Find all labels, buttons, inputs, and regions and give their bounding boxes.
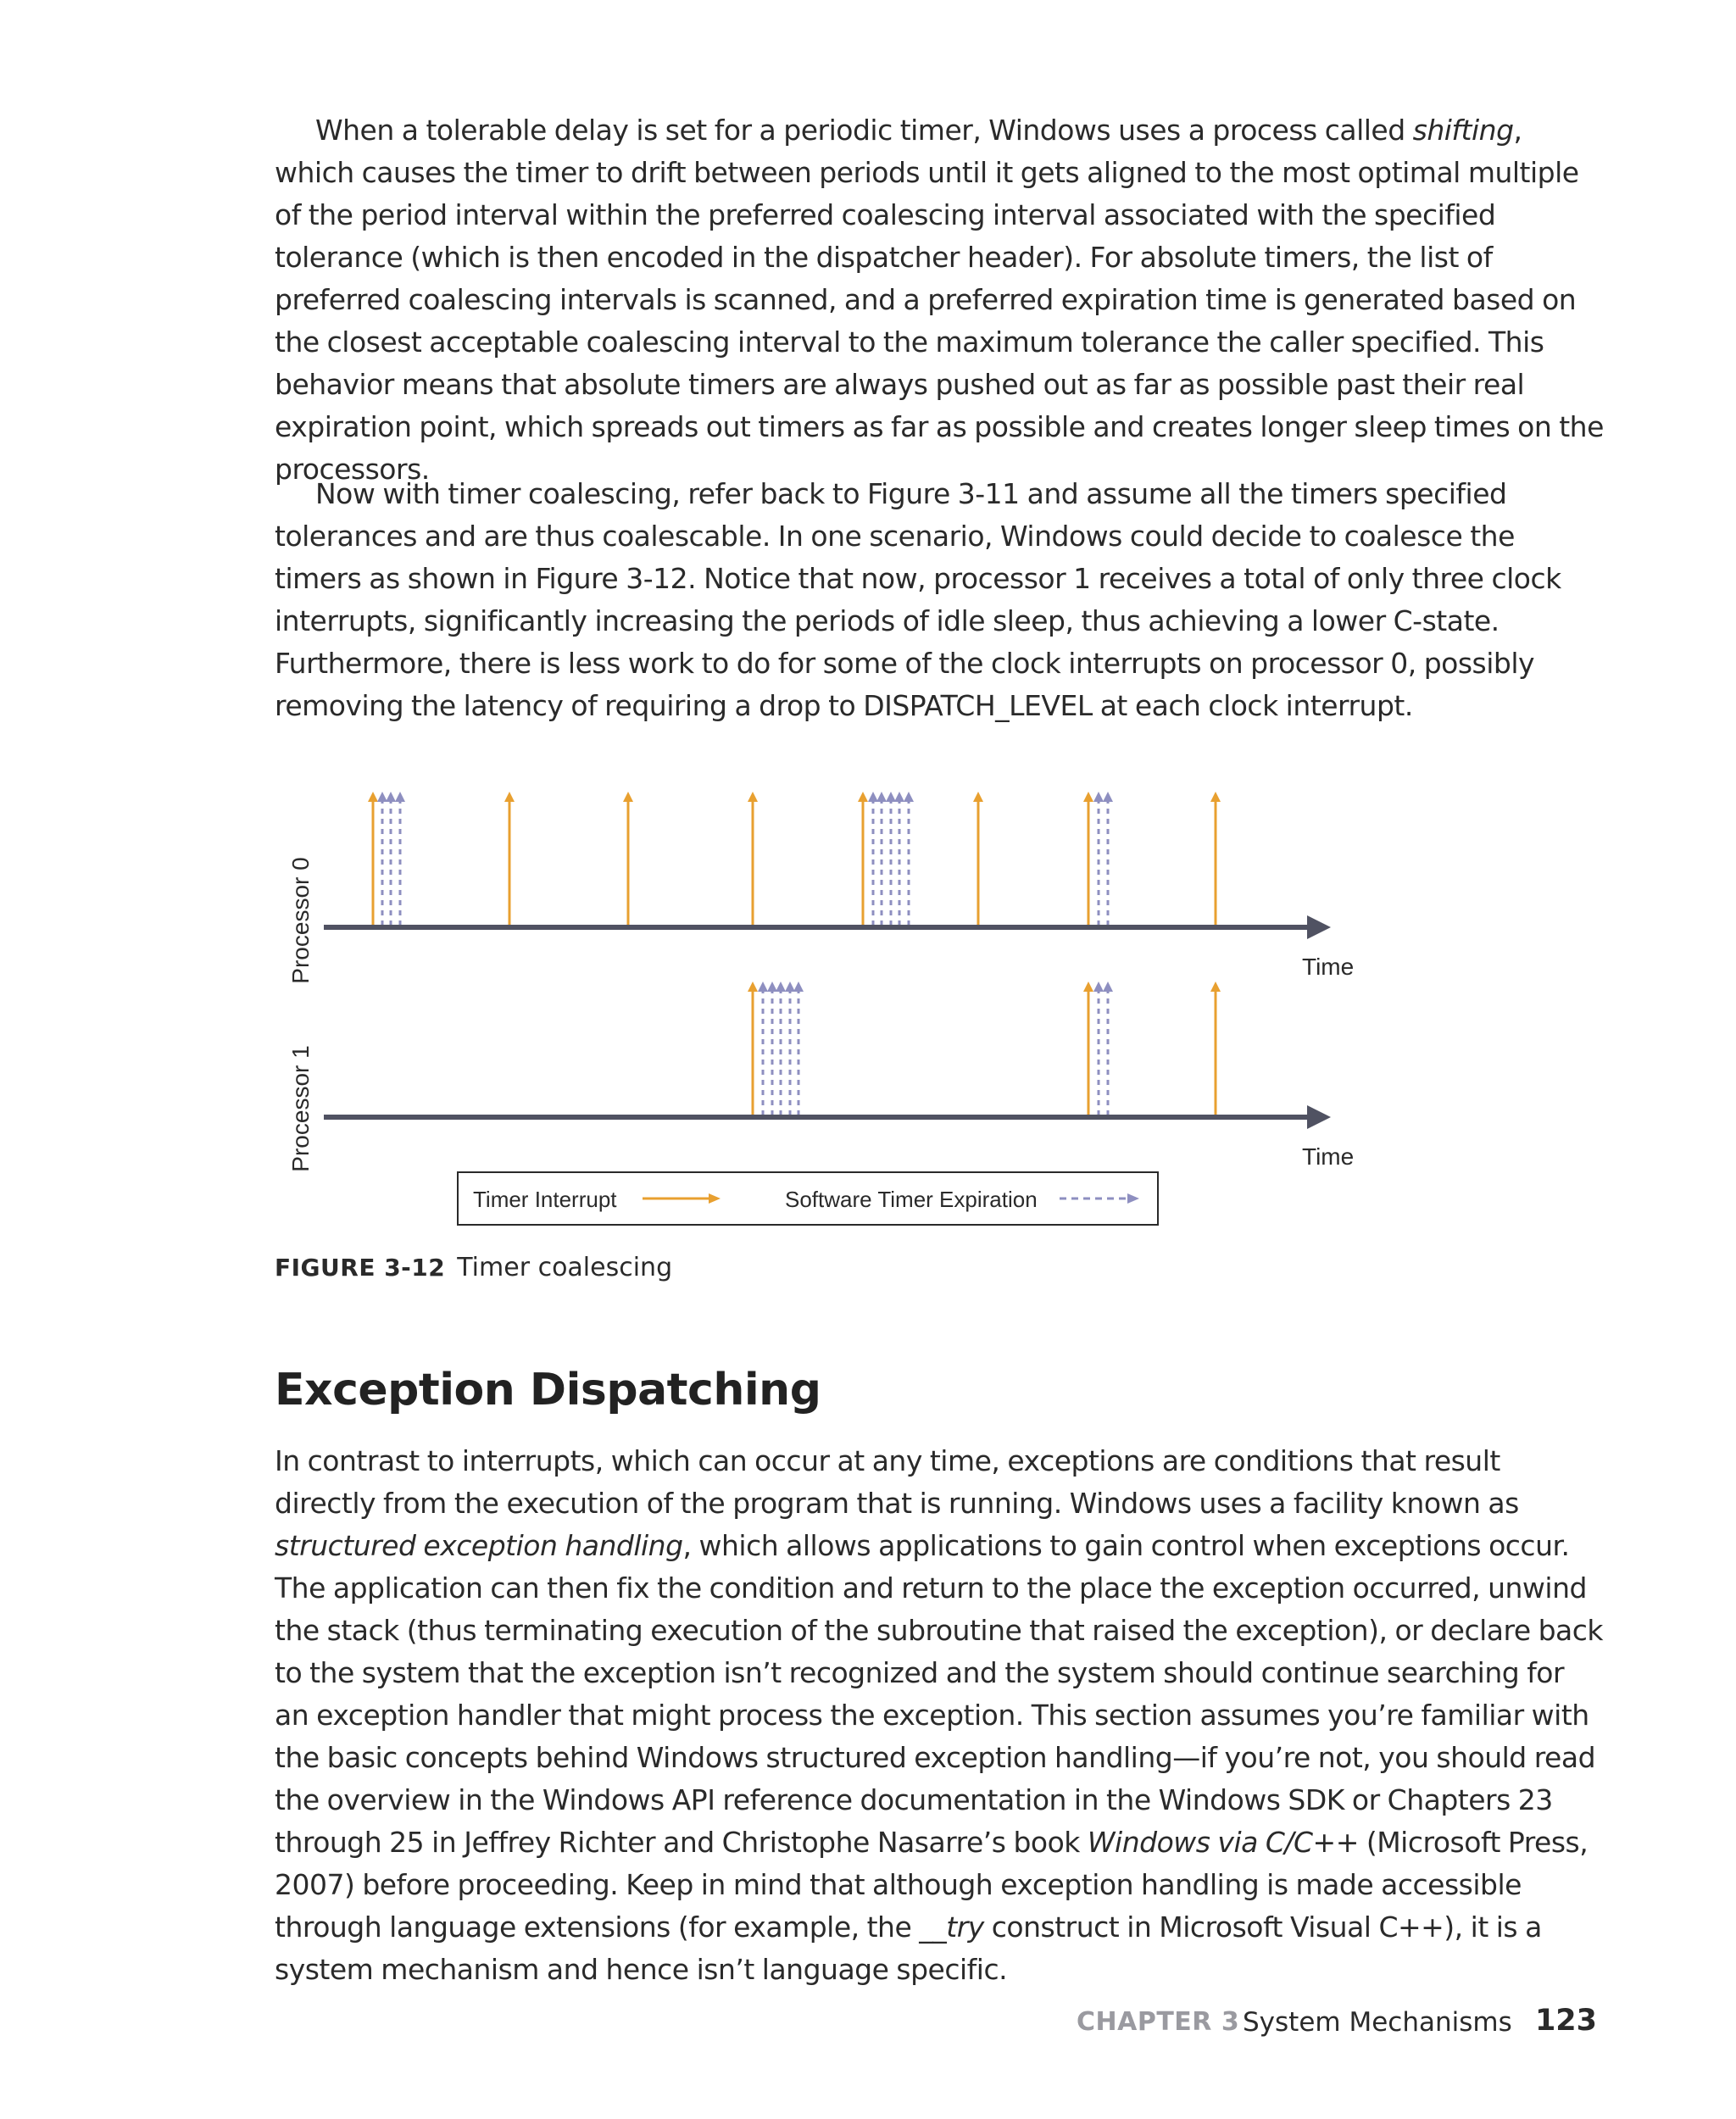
p1-timer-interrupt-head	[748, 982, 758, 992]
p0-timer-interrupt-head	[858, 792, 868, 802]
term-try: __try	[919, 1910, 984, 1944]
paragraph-exception	[275, 1440, 1605, 1991]
legend-software-expiration: Software Timer Expiration	[785, 1187, 1038, 1212]
p1-software-expiration-head	[767, 982, 777, 992]
figure-legend	[458, 1172, 1158, 1225]
p0-software-expiration-head	[868, 792, 878, 802]
p1-software-expiration-head	[793, 982, 804, 992]
paragraph-coalescing	[275, 473, 1605, 727]
p3-text-a: In contrast to interrupts, which can occur at any time, exceptions are conditions that result directly from the execution of the program that is running. Windows uses a facility known as	[275, 1444, 1519, 1520]
processor0-label: Processor 0	[287, 857, 314, 984]
p1-software-expiration-head	[1093, 982, 1104, 992]
term-structured-exception-handling: structured exception handling	[275, 1529, 683, 1562]
p1-software-expiration-head	[758, 982, 768, 992]
time-label-1: Time	[1302, 1143, 1355, 1170]
p1-software-expiration-head	[1103, 982, 1113, 992]
p0-software-expiration-head	[395, 792, 405, 802]
term-shifting: shifting	[1412, 114, 1514, 147]
processor1-time-axis	[324, 1105, 1331, 1129]
page-number: 123	[1534, 2004, 1597, 2038]
p0-timer-interrupt-head	[368, 792, 378, 802]
p0-software-expiration-head	[1093, 792, 1104, 802]
figure-caption	[275, 1253, 672, 1282]
processor0-events	[368, 792, 1221, 926]
figure-caption-label: FIGURE 3-12	[275, 1254, 446, 1282]
p0-software-expiration-head	[377, 792, 387, 802]
p0-software-expiration-head	[894, 792, 904, 802]
p0-software-expiration-head	[904, 792, 914, 802]
paragraph-shifting	[275, 109, 1605, 491]
p0-timer-interrupt-head	[623, 792, 633, 802]
figure-caption-text: Timer coalescing	[457, 1253, 673, 1282]
processor0-time-axis	[324, 915, 1331, 939]
p1-text-b: , which causes the timer to drift between periods until it gets aligned to the most optimal multiple of the period interval within the preferred coalescing interval associated with the specified tolerance (which is then encoded in the dispatcher header). For absolute timers, the list of preferred coalescing intervals is scanned, and a preferred expiration time is generated based on the closest acceptable coalescing interval to the maximum tolerance the caller specified. This behavior means that absolute timers are always pushed out as far as possible past their real expiration point, which spreads out timers as far as possible and creates longer sleep times on the processors.	[275, 114, 1604, 486]
p0-timer-interrupt-head	[504, 792, 515, 802]
p3-text-c: (Microsoft Press, 2007) before proceeding. Keep in mind that although exception handling is made accessible through language extensions (for example, the	[275, 1826, 1589, 1944]
page-footer	[1077, 2004, 1602, 2046]
p0-software-expiration-head	[886, 792, 896, 802]
section-heading: Exception Dispatching	[275, 1365, 821, 1415]
processor1-events	[748, 982, 1221, 1115]
p0-timer-interrupt-head	[973, 792, 983, 802]
footer-title: System Mechanisms	[1243, 2007, 1512, 2038]
p2-text: Now with timer coalescing, refer back to Figure 3-11 and assume all the timers specified tolerances and are thus coalescable. In one scenario, Windows could decide to coalesce the timers as shown in Figure 3-12. Notice that now, processor 1 receives a total of only three clock interrupts, significantly increasing the periods of idle sleep, thus achieving a lower C-state. Furthermore, there is less work to do for some of the clock interrupts on processor 0, possibly removing the latency of requiring a drop to DISPATCH_LEVEL at each clock interrupt.	[275, 477, 1561, 722]
timer-coalescing-figure	[271, 771, 1373, 1246]
p3-text-b: , which allows applications to gain control when exceptions occur. The application can then fix the condition and return to the place the exception occurred, unwind the stack (thus terminating execution of the subroutine that raised the exception), or declare back to the system that the exception isn’t recognized and the system should continue searching for an exception handler that might process the exception. This section assumes you’re familiar with the basic concepts behind Windows structured exception handling—if you’re not, you should read the overview in the Windows API reference documentation in the Windows SDK or Chapters 23 through 25 in Jeffrey Richter and Christophe Nasarre’s book	[275, 1529, 1604, 1859]
p3-text-d: construct in Microsoft Visual C++), it is a system mechanism and hence isn’t language specific.	[275, 1910, 1542, 1986]
footer-chapter: CHAPTER 3	[1077, 2007, 1240, 2037]
p0-timer-interrupt-head	[1210, 792, 1221, 802]
p0-software-expiration-head	[386, 792, 396, 802]
book-title: Windows via C/C++	[1087, 1826, 1359, 1859]
p0-timer-interrupt-head	[748, 792, 758, 802]
processor1-label: Processor 1	[287, 1045, 314, 1172]
time-label-0: Time	[1302, 954, 1355, 980]
p0-timer-interrupt-head	[1083, 792, 1093, 802]
p0-software-expiration-head	[1103, 792, 1113, 802]
p1-text-a: When a tolerable delay is set for a periodic timer, Windows uses a process called	[315, 114, 1413, 147]
legend-timer-interrupt: Timer Interrupt	[473, 1187, 617, 1212]
p0-software-expiration-head	[876, 792, 887, 802]
p1-software-expiration-head	[785, 982, 795, 992]
p1-timer-interrupt-head	[1083, 982, 1093, 992]
p1-software-expiration-head	[776, 982, 786, 992]
p1-timer-interrupt-head	[1210, 982, 1221, 992]
